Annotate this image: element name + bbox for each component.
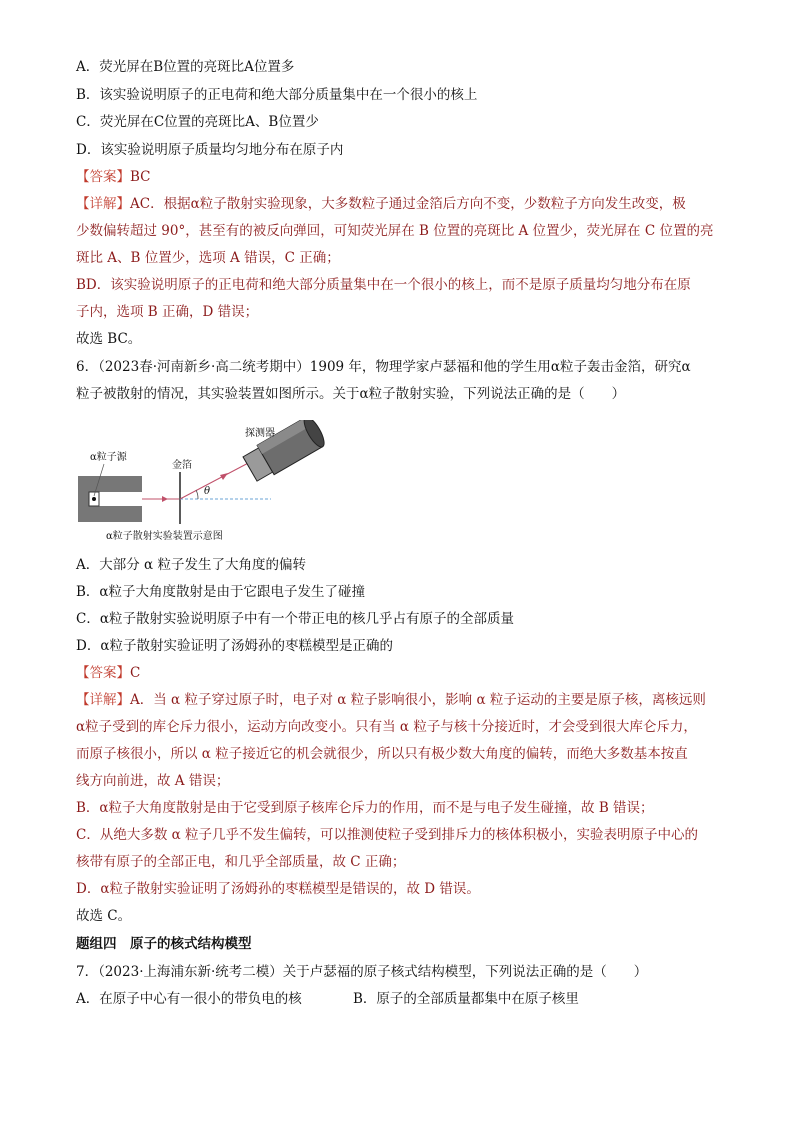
q6-detail-line: C．从绝大多数 α 粒子几乎不发生偏转，可以推测使粒子受到排斥力的核体积极小，实验表明原子中心的 — [76, 827, 699, 843]
q5-option-a: A．荧光屏在B位置的亮斑比A位置多 — [76, 59, 295, 75]
q5-option-b: B．该实验说明原子的正电荷和绝大部分质量集中在一个很小的核上 — [76, 87, 478, 103]
answer-tag: 【答案】 — [76, 169, 130, 185]
q5-answer — [76, 168, 726, 186]
q7-option-a: A．在原子中心有一很小的带负电的核 — [76, 991, 302, 1007]
angle-arc — [196, 490, 198, 499]
q5-conclusion: 故选 BC。 — [76, 331, 142, 347]
q6-stem-line: 粒子被散射的情况，其实验装置如图所示。关于α粒子散射实验，下列说法正确的是（ ） — [76, 386, 626, 402]
q7-stem: 7．（2023·上海浦东新·统考二模）关于卢瑟福的原子核式结构模型，下列说法正确的是（ ） — [76, 964, 648, 980]
q6-conclusion: 故选 C。 — [76, 908, 132, 924]
answer-value: BC — [130, 169, 151, 185]
q5-detail-line: 子内，选项 B 正确，D 错误； — [76, 304, 259, 320]
detail-tag: 【详解】 — [76, 196, 130, 212]
q7-option-b: B．原子的全部质量都集中在原子核里 — [353, 991, 579, 1007]
answer-tag: 【答案】 — [76, 665, 130, 681]
q5-detail-line — [76, 195, 726, 213]
scattering-apparatus-diagram — [76, 420, 346, 545]
q6-detail-line: 线方向前进，故 A 错误； — [76, 773, 230, 789]
q6-stem-line: 6．（2023春·河南新乡·高二统考期中）1909 年，物理学家卢瑟福和他的学生用α粒子轰击金箔，研究α — [76, 359, 691, 375]
q6-detail-line: 而原子核很小，所以 α 粒子接近它的机会就很少，所以只有极少数大角度的偏转，而绝大多数基本按直 — [76, 746, 688, 762]
q6-option-c: C．α粒子散射实验说明原子中有一个带正电的核几乎占有原子的全部质量 — [76, 611, 514, 627]
gold-foil-label: 金箔 — [172, 460, 192, 471]
q7-options-row — [76, 990, 726, 1008]
theta-label: θ — [204, 486, 211, 497]
q5-detail-line: BD．该实验说明原子的正电荷和绝大部分质量集中在一个很小的核上，而不是原子质量均匀地分布在原 — [76, 277, 691, 293]
detail-text: A．当 α 粒子穿过原子时，电子对 α 粒子影响很小，影响 α 粒子运动的主要是原子核，离核远则 — [130, 692, 706, 708]
detector-label: 探测器 — [245, 428, 275, 439]
q6-detail-line — [76, 691, 726, 709]
diagram-caption: α粒子散射实验装置示意图 — [106, 531, 223, 542]
q6-detail-line: B．α粒子大角度散射是由于它受到原子核库仑斥力的作用，而不是与电子发生碰撞，故 B 错误； — [76, 800, 654, 816]
q6-option-d: D．α粒子散射实验证明了汤姆孙的枣糕模型是正确的 — [76, 638, 393, 654]
alpha-source-label: α粒子源 — [90, 452, 127, 463]
detail-text: AC．根据α粒子散射实验现象，大多数粒子通过金箔后方向不变，少数粒子方向发生改变，极 — [130, 196, 686, 212]
beam-arrow — [162, 496, 168, 502]
q6-detail-line: α粒子受到的库仑斥力很小，运动方向改变小。只有当 α 粒子与核十分接近时，才会受到很大库仑斥力， — [76, 719, 697, 735]
q6-option-b: B．α粒子大角度散射是由于它跟电子发生了碰撞 — [76, 584, 366, 600]
q6-detail-line: 核带有原子的全部正电，和几乎全部质量，故 C 正确； — [76, 854, 406, 870]
q5-detail-line: 斑比 A、B 位置少，选项 A 错误，C 正确； — [76, 250, 340, 266]
group-heading: 题组四 原子的核式结构模型 — [76, 936, 252, 952]
q5-detail-line: 少数偏转超过 90°，甚至有的被反向弹回，可知荧光屏在 B 位置的亮斑比 A 位置少，荧光屏在 C 位置的亮 — [76, 223, 714, 239]
detail-tag: 【详解】 — [76, 692, 130, 708]
q6-option-a: A．大部分 α 粒子发生了大角度的偏转 — [76, 557, 306, 573]
answer-value: C — [130, 665, 141, 681]
q6-detail-line: D．α粒子散射实验证明了汤姆孙的枣糕模型是错误的，故 D 错误。 — [76, 881, 480, 897]
source-dot — [92, 497, 96, 501]
q5-option-c: C．荧光屏在C位置的亮斑比A、B位置少 — [76, 114, 319, 130]
source-channel — [96, 492, 142, 506]
scattered-arrow — [220, 473, 228, 480]
apparatus-svg — [76, 420, 346, 545]
q6-answer — [76, 664, 726, 682]
q5-option-d: D．该实验说明原子质量均匀地分布在原子内 — [76, 142, 344, 158]
